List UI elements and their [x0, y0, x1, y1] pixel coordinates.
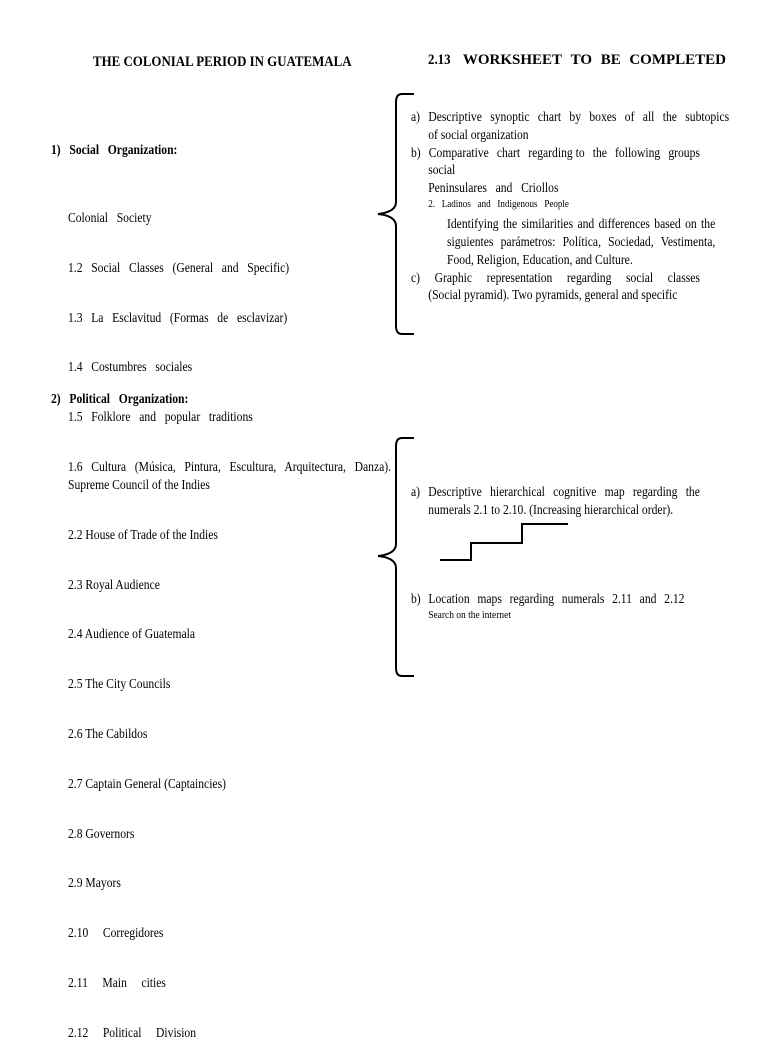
text-word: Vestimenta,: [660, 233, 716, 249]
text-word: subtopics: [685, 109, 730, 124]
text-word: hierarchical: [490, 484, 545, 499]
text-word: regarding: [566, 269, 612, 285]
text-word: regarding: [509, 591, 555, 606]
text-word: map: [604, 484, 625, 499]
task-a: [411, 483, 700, 501]
list-item: 2.10 Corregidores: [68, 925, 164, 941]
list-item: 2.2 House of Trade of the Indies: [68, 526, 218, 542]
text-word: on: [685, 215, 697, 231]
text-word: the: [685, 484, 700, 499]
task-c-cont: (Social pyramid). Two pyramids, general and specific: [428, 287, 678, 303]
list-item: 2.7 Captain General (Captaincies): [68, 775, 226, 791]
text-word: 2.12: [664, 591, 685, 606]
text-word: a): [411, 109, 421, 124]
list-item: Colonial Society: [68, 210, 152, 225]
task-b-group2: 2. Ladinos and Indigenous People: [428, 198, 569, 210]
task-b-detail: Food, Religion, Education, and Culture.: [447, 251, 633, 267]
text-word: the: [592, 144, 607, 160]
worksheet-word: COMPLETED: [629, 52, 726, 68]
list-item: Supreme Council of the Indies: [68, 477, 210, 492]
text-word: Graphic: [434, 269, 473, 285]
task-b-detail: [447, 233, 715, 251]
list-item: 2.4 Audience of Guatemala: [68, 626, 196, 642]
political-topic-list: [68, 444, 226, 1058]
section-heading-social: 1) Social Organization:: [51, 142, 178, 157]
task-b: [411, 144, 700, 162]
worksheet-number: 2.13: [428, 52, 451, 68]
task-b-group1: Peninsulares and Criollos: [428, 180, 559, 196]
text-word: b): [411, 591, 421, 606]
text-word: chart: [537, 109, 562, 124]
text-word: 2.11: [612, 591, 632, 606]
task-a-cont: numerals 2.1 to 2.10. (Increasing hierarchical order).: [428, 501, 674, 517]
text-word: Política,: [562, 233, 601, 249]
text-word: parámetros:: [500, 233, 556, 249]
text-word: Descriptive: [428, 109, 482, 124]
text-word: a): [411, 484, 421, 499]
text-word: the: [502, 215, 518, 231]
text-word: and: [577, 215, 595, 231]
list-item: 1.4 Costumbres sociales: [68, 359, 193, 375]
worksheet-word: WORKSHEET: [462, 52, 563, 68]
list-item: 2.5 The City Councils: [68, 676, 171, 692]
list-item: 1.3 La Esclavitud (Formas de esclavizar): [68, 309, 288, 325]
text-word: siguientes: [447, 233, 494, 249]
text-word: synoptic: [490, 109, 530, 124]
worksheet-word: BE: [600, 52, 621, 68]
text-word: Descriptive: [428, 484, 482, 499]
text-word: social: [626, 269, 654, 285]
social-tasks: [411, 108, 729, 304]
text-word: representation: [486, 269, 553, 285]
text-word: boxes: [589, 109, 617, 124]
text-word: Identifying: [447, 215, 499, 231]
task-a-cont: of social organization: [428, 126, 529, 142]
text-word: numerals: [561, 591, 605, 606]
political-tasks: [411, 483, 747, 519]
text-word: the: [701, 215, 716, 231]
list-item: 2.8 Governors: [68, 825, 135, 841]
text-word: differences: [598, 215, 650, 231]
text-word: maps: [477, 591, 502, 606]
text-word: Location: [428, 591, 470, 606]
text-word: regarding to: [528, 144, 585, 160]
text-word: of: [624, 109, 635, 124]
text-word: the: [662, 109, 677, 124]
list-item: 1.2 Social Classes (General and Specific): [68, 259, 290, 275]
section-heading-political: 2) Political Organization:: [51, 391, 189, 406]
task-c: [411, 269, 700, 287]
text-word: groups: [668, 144, 700, 160]
text-word: following: [615, 144, 661, 160]
list-item: 1.6 Cultura (Música, Pintura, Escultura, Arquitectura, Danza).: [68, 458, 392, 474]
task-b: [411, 590, 684, 608]
curly-brace-icon: [372, 90, 412, 338]
political-tasks-b: [411, 590, 729, 623]
text-word: classes: [667, 269, 700, 285]
list-item: 2.3 Royal Audience: [68, 576, 160, 592]
worksheet-title: [428, 52, 726, 69]
task-b-cont: social: [428, 162, 456, 178]
text-word: Comparative: [428, 144, 489, 160]
list-item: 2.9 Mayors: [68, 875, 121, 891]
text-word: all: [642, 109, 655, 124]
list-item: 2.11 Main cities: [68, 974, 166, 990]
text-word: and: [639, 591, 657, 606]
list-item: 2.6 The Cabildos: [68, 725, 148, 741]
text-word: cognitive: [553, 484, 597, 499]
page-title: THE COLONIAL PERIOD IN GUATEMALA: [93, 54, 352, 70]
curly-brace-icon: [372, 434, 412, 680]
task-b-cont: Search on the internet: [428, 608, 511, 621]
text-word: c): [411, 269, 421, 285]
list-item: 2.12 Political Division: [68, 1024, 197, 1040]
worksheet-word: TO: [570, 52, 593, 68]
text-word: based: [654, 215, 681, 231]
text-word: by: [569, 109, 582, 124]
text-word: similarities: [521, 215, 574, 231]
list-item: 1.5 Folklore and popular traditions: [68, 409, 253, 425]
text-word: regarding: [632, 484, 678, 499]
text-word: Sociedad,: [608, 233, 654, 249]
text-word: chart: [496, 144, 521, 160]
task-a: [411, 108, 729, 126]
staircase-icon: [438, 520, 570, 564]
text-word: b): [411, 144, 421, 160]
task-b-detail: [447, 214, 715, 233]
